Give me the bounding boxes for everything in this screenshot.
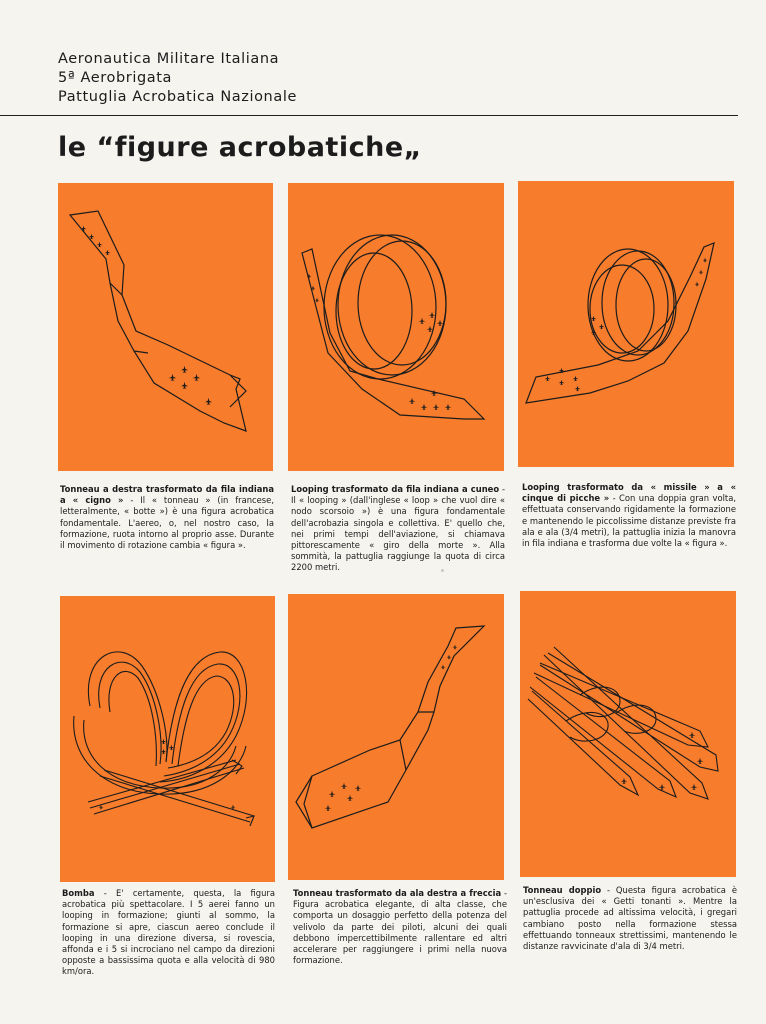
figure-text-3: - Con una doppia gran volta, effettuata conservando rigidamente la formazione e mantenendo le piccolissime distanze previste fra ala e ala (3/4 metri), la pattuglia inizia la manovra in fila indiana e trasforma due volte la « figura ». xyxy=(522,493,736,549)
figure-panel-1 xyxy=(58,183,273,471)
figure-caption-6 xyxy=(523,885,737,952)
figure-panel-5 xyxy=(288,594,504,880)
figure-caption-2 xyxy=(291,484,505,574)
tonneau-doppio-diagram xyxy=(520,591,736,877)
page-title: le “figure acrobatiche„ xyxy=(58,132,422,163)
figure-text-5: - Figura acrobatica elegante, di alta classe, che comporta un dosaggio perfetto della potenza del velivolo da parte dei piloti, alcuni dei quali debbono impercettibilmente rallentare ed altri accelerare per raggiungere i primi nella nuova formazione. xyxy=(293,888,507,966)
figure-heading-5: Tonneau trasformato da ala destra a freccia xyxy=(293,888,502,898)
header-line-team: Pattuglia Acrobatica Nazionale xyxy=(58,89,297,105)
figure-heading-6: Tonneau doppio xyxy=(523,885,602,895)
figure-heading-4: Bomba xyxy=(62,888,95,898)
figure-text-6: - Questa figura acrobatica è un'esclusiva dei « Getti tonanti ». Mentre la pattuglia procede ad altissima velocità, i gregari cambiano posto nella formazione stessa effettuando tonneaux strettissimi, mantenendo le distanze ravvicinate d'ala di 3/4 metri. xyxy=(523,885,737,952)
figure-caption-1 xyxy=(60,484,274,551)
header-divider xyxy=(0,115,738,116)
looping-missile-to-cinque-di-picche-diagram xyxy=(518,181,734,467)
figure-text-4: - E' certamente, questa, la figura acrobatica più spettacolare. I 5 aerei fanno un looping in formazione; giunti al sommo, la formazione si apre, ciascun aereo conclude il looping in una direzione diversa, si rovescia, affonda e i 5 si incrociano nel campo da direzioni opposte a bassissima quota e alla velocità di 980 km/ora. xyxy=(62,888,275,977)
figure-panel-6 xyxy=(520,591,736,877)
paper-speck xyxy=(441,569,444,572)
figure-heading-1: Tonneau a destra trasformato da fila indiana a « cigno » xyxy=(60,484,274,506)
figure-panel-3 xyxy=(518,181,734,467)
header-line-brigade: 5ª Aerobrigata xyxy=(58,70,173,86)
header-line-air-force: Aeronautica Militare Italiana xyxy=(58,51,280,67)
looping-to-cuneo-diagram xyxy=(288,183,504,471)
figure-text-1: - Il « tonneau » (in francese, letteralmente, « botte ») è una figura acrobatica fondamentale. L'aereo, o, nel nostro caso, la formazione, ruota intorno al proprio asse. Durante il movimento di rotazione cambia « figura ». xyxy=(60,495,274,551)
figure-panel-4 xyxy=(60,596,275,882)
tonneau-to-cigno-diagram xyxy=(58,183,273,471)
figure-text-2: - Il « looping » (dall'inglese « loop » che vuol dire « nodo scorsoio ») è una figura fondamentale dell'acrobazia singola e collettiva. E' quello che, nei primi tempi dell'aviazione, si chiamava pittorescamente « giro della morte ». Alla sommità, la pattuglia raggiunge la quota di circa 2200 metri. xyxy=(291,484,505,573)
figure-panel-2 xyxy=(288,183,504,471)
figure-heading-2: Looping trasformato da fila indiana a cuneo xyxy=(291,484,500,494)
figure-heading-3: Looping trasformato da « missile » a « cinque di picche » xyxy=(522,482,736,504)
figure-caption-3 xyxy=(522,482,736,549)
tonneau-ala-destra-to-freccia-diagram xyxy=(288,594,504,880)
figure-caption-4 xyxy=(62,888,275,978)
header xyxy=(58,50,297,107)
bomba-diagram xyxy=(60,596,275,882)
figure-caption-5 xyxy=(293,888,507,966)
